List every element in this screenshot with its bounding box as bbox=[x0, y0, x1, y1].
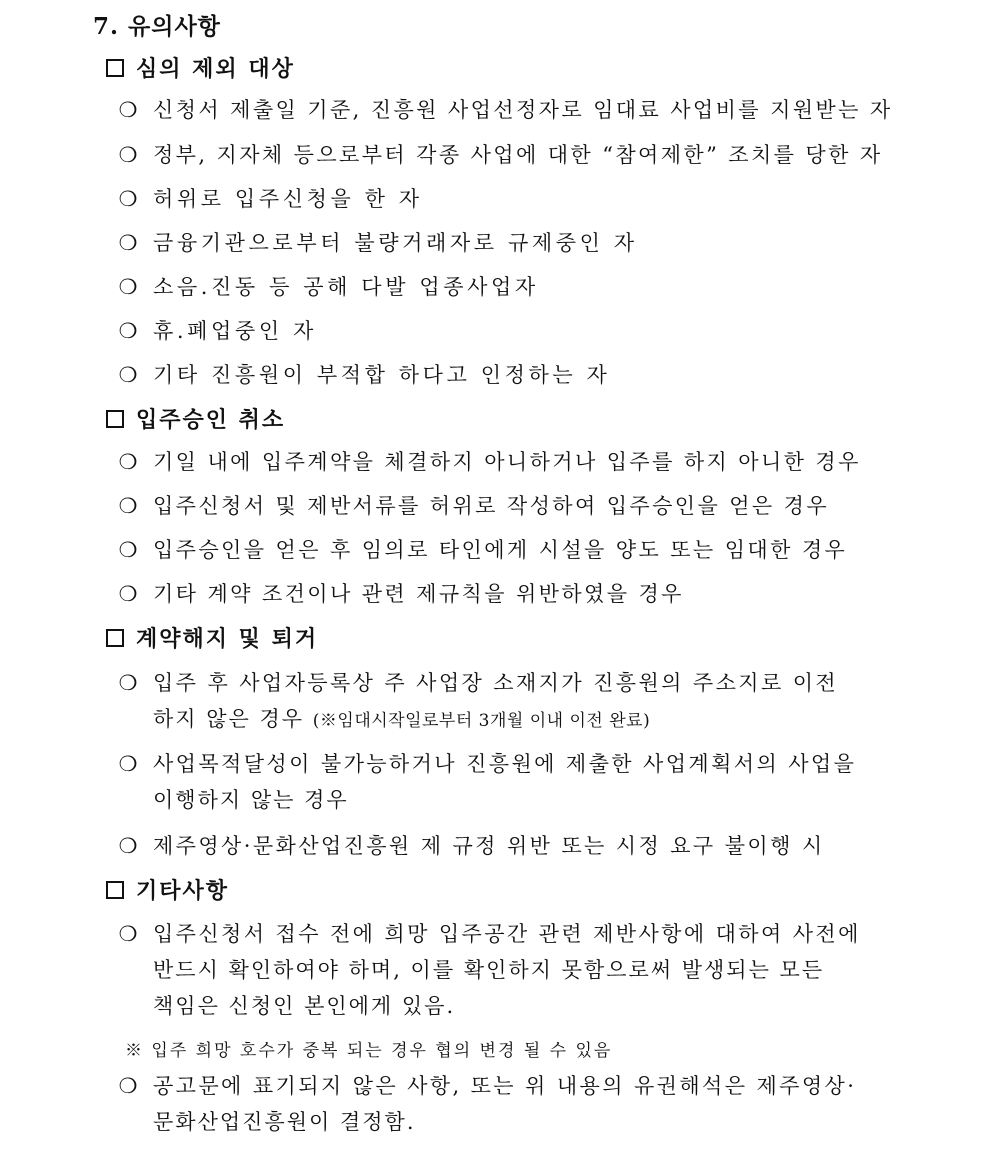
bullet-circle-icon: ❍ bbox=[118, 922, 138, 946]
item-text: 정부, 지자체 등으로부터 각종 사업에 대한 “참여제한” 조치를 당한 자 bbox=[153, 143, 883, 167]
bullet-circle-icon: ❍ bbox=[118, 231, 138, 255]
item-text: 기타 계약 조건이나 관련 제규칙을 위반하였을 경우 bbox=[153, 582, 684, 606]
bullet-circle-icon: ❍ bbox=[118, 450, 138, 474]
section-title: 7. 유의사항 bbox=[93, 13, 221, 40]
bullet-circle-icon: ❍ bbox=[118, 143, 138, 167]
footnote: ※ 입주 희망 호수가 중복 되는 경우 협의 변경 될 수 있음 bbox=[125, 1041, 613, 1061]
item-text: 소음.진동 등 공해 다발 업종사업자 bbox=[153, 275, 539, 299]
bullet-circle-icon: ❍ bbox=[118, 538, 138, 562]
subsection-exclusion bbox=[106, 52, 295, 83]
bullet-circle-icon: ❍ bbox=[118, 187, 138, 211]
bullet-circle-icon: ❍ bbox=[118, 671, 138, 695]
bullet-circle-icon: ❍ bbox=[118, 834, 138, 858]
item-text-line1: 입주신청서 접수 전에 희망 입주공간 관련 제반사항에 대하여 사전에 bbox=[153, 922, 861, 946]
bullet-circle-icon: ❍ bbox=[118, 582, 138, 606]
bullet-circle-icon: ❍ bbox=[118, 319, 138, 343]
item-text: 허위로 입주신청을 한 자 bbox=[153, 187, 423, 211]
subsection-heading: 계약해지 및 퇴거 bbox=[136, 626, 319, 652]
item-text: 금융기관으로부터 불량거래자로 규제중인 자 bbox=[153, 231, 638, 255]
item-text-line2: 반드시 확인하여야 하며, 이를 확인하지 못함으로써 발생되는 모든 bbox=[153, 958, 825, 982]
item-text-line3: 책임은 신청인 본인에게 있음. bbox=[153, 994, 456, 1018]
item-note: (※임대시작일로부터 3개월 이내 이전 완료) bbox=[312, 711, 651, 731]
bullet-circle-icon: ❍ bbox=[118, 275, 138, 299]
bullet-circle-icon: ❍ bbox=[118, 752, 138, 776]
item-text: 신청서 제출일 기준, 진흥원 사업선정자로 임대료 사업비를 지원받는 자 bbox=[153, 98, 893, 122]
item-text-line2: 이행하지 않는 경우 bbox=[153, 788, 349, 812]
subsection-approval-cancel bbox=[106, 403, 285, 434]
subsection-heading: 심의 제외 대상 bbox=[136, 56, 295, 82]
checkbox-square-icon bbox=[106, 629, 124, 647]
item-text: 휴.폐업중인 자 bbox=[153, 319, 317, 343]
item-text: 기일 내에 입주계약을 체결하지 아니하거나 입주를 하지 아니한 경우 bbox=[153, 450, 861, 474]
checkbox-square-icon bbox=[106, 59, 124, 77]
item-text-line1: 사업목적달성이 불가능하거나 진흥원에 제출한 사업계획서의 사업을 bbox=[153, 752, 857, 776]
item-text: 입주신청서 및 제반서류를 허위로 작성하여 입주승인을 얻은 경우 bbox=[153, 494, 830, 518]
bullet-circle-icon: ❍ bbox=[118, 494, 138, 518]
item-text-line2: 문화산업진흥원이 결정함. bbox=[153, 1110, 416, 1134]
item-text-line1: 입주 후 사업자등록상 주 사업장 소재지가 진흥원의 주소지로 이전 bbox=[153, 671, 839, 695]
bullet-circle-icon: ❍ bbox=[118, 98, 138, 122]
item-text: 기타 진흥원이 부적합 하다고 인정하는 자 bbox=[153, 363, 611, 387]
subsection-heading: 입주승인 취소 bbox=[136, 407, 286, 433]
bullet-circle-icon: ❍ bbox=[118, 1074, 138, 1098]
checkbox-square-icon bbox=[106, 410, 124, 428]
item-text: 입주승인을 얻은 후 임의로 타인에게 시설을 양도 또는 임대한 경우 bbox=[153, 538, 848, 562]
subsection-heading: 기타사항 bbox=[136, 878, 230, 904]
item-text-line1: 공고문에 표기되지 않은 사항, 또는 위 내용의 유권해석은 제주영상· bbox=[153, 1074, 857, 1098]
item-text-line2 bbox=[153, 701, 650, 739]
checkbox-square-icon bbox=[106, 881, 124, 899]
subsection-other bbox=[106, 874, 229, 905]
bullet-circle-icon: ❍ bbox=[118, 363, 138, 387]
item-text-line2-main: 하지 않은 경우 bbox=[153, 707, 305, 731]
subsection-termination bbox=[106, 622, 318, 653]
item-text: 제주영상·문화산업진흥원 제 규정 위반 또는 시정 요구 불이행 시 bbox=[153, 834, 825, 858]
